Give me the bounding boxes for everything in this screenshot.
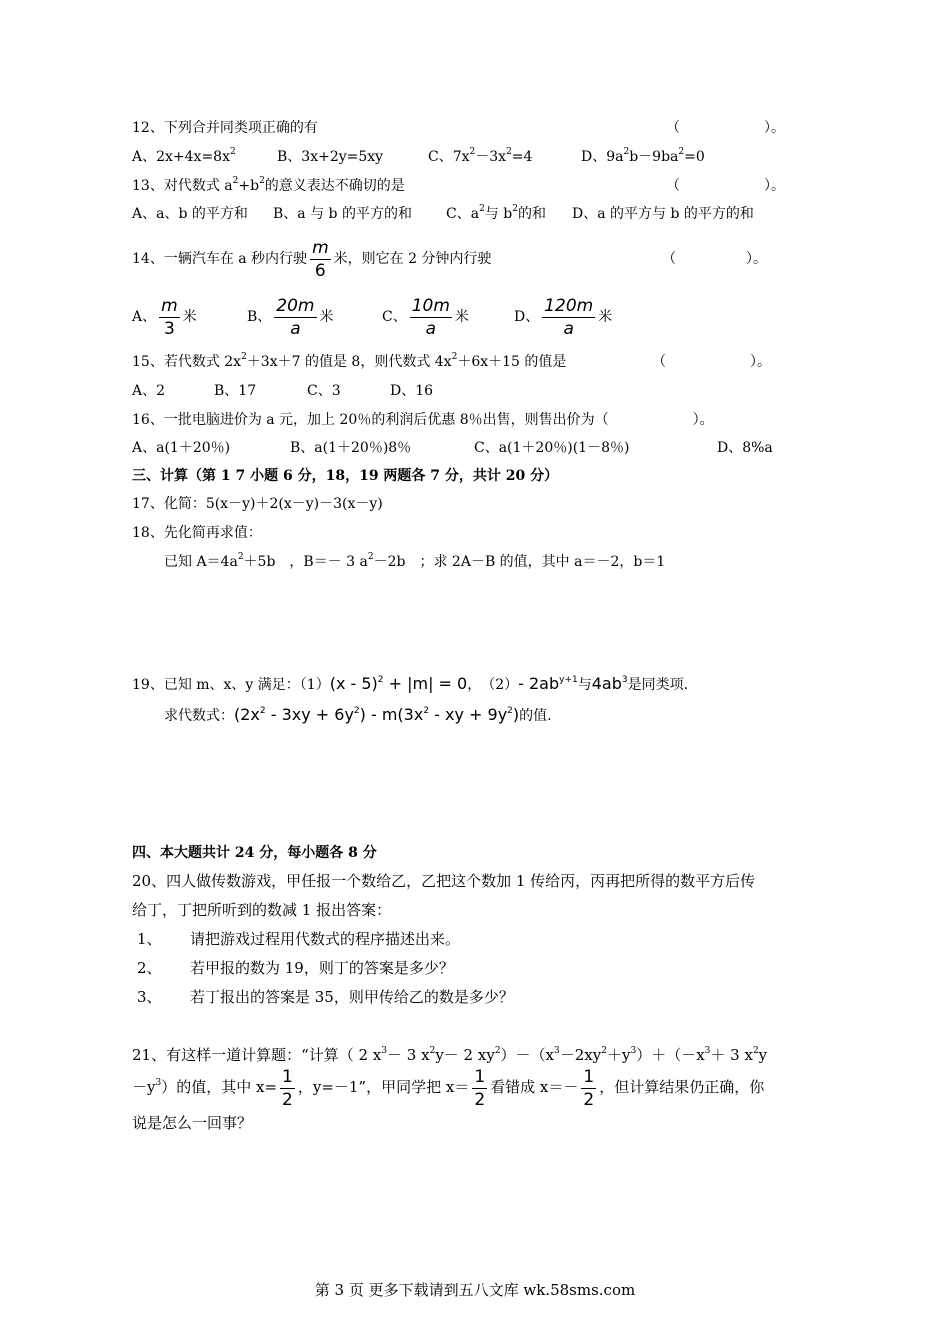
q13-answer-paren: （ ）。 <box>666 178 785 194</box>
q21-fraction-2: $\frac{1}{2}$ <box>474 1066 486 1110</box>
q12-answer-paren: （ ）。 <box>666 120 785 136</box>
section-3-heading: 三、计算（第 1 7 小题 6 分，18，19 两题各 7 分，共计 20 分） <box>132 468 559 484</box>
page-footer: 第 3 页 更多下载请到五八文库 wk.58sms.com <box>314 1281 636 1299</box>
q16-option-c: C、a(1＋20％)(1－8％) <box>474 440 630 456</box>
q19-condition-1: (x - 5)$^2$ + |m| = 0 <box>329 674 468 693</box>
q19-expression: $(2x^2 - 3xy + 6y^2) - m(3x^2$ - xy + $9y^2$) <box>234 705 520 724</box>
q12-option-d: D、$9a^2b-9ba^2=0$ <box>581 147 705 165</box>
q13-option-d: D、a 的平方与 b 的平方的和 <box>572 206 754 222</box>
q15-option-a: A、2 <box>132 383 166 399</box>
q20-line-1: 20、四人做传数游戏，甲任报一个数给乙，乙把这个数加 1 传给丙，丙再把所得的数平方后传 <box>132 872 756 890</box>
q15-answer-paren: （ ）。 <box>652 354 771 370</box>
q17-stem: 17、化简：5(x－y)＋2(x－y)－3(x－y) <box>132 496 383 512</box>
q16-stem: 16、一批电脑进价为 a 元，加上 20％的利润后优惠 8％出售，则售出价为（ ）。 <box>132 412 714 428</box>
q20-item-3-num: 3、 <box>137 988 162 1006</box>
q16-option-a: A、a(1＋20％) <box>132 440 231 456</box>
q15-option-b: B、17 <box>214 383 257 399</box>
q14-option-b: B、 $\frac{20m}{a}$ 米 <box>247 295 334 339</box>
q20-item-1-text: 请把游戏过程用代数式的程序描述出来。 <box>190 930 461 948</box>
q20-item-2-num: 2、 <box>137 959 162 977</box>
q12-stem: 12、下列合并同类项正确的有 <box>132 120 318 136</box>
q19-line-2: 求代数式：$(2x^2 - 3xy + 6y^2) - m(3x^2$ - xy + $9y^2$)的值. <box>164 705 552 724</box>
q18-body: 已知 $A=4a^2+5b$ ，B＝－ 3 $a^2-2b$ ；求 2A－B 的值，其中 a＝－2，b＝1 <box>164 552 666 570</box>
q21-line-2: $-y^3$）的值，其中 x= $\frac{1}{2}$ ，y=－1”，甲同学把 x＝ $\frac{1}{2}$ 看错成 x＝－ $\frac{1}{2}$ ，但计算结果仍正确，你 <box>132 1066 765 1110</box>
q14-fraction: $\frac{m}{6}$ <box>312 237 329 281</box>
section-4-heading: 四、本大题共计 24 分，每小题各 8 分 <box>132 845 377 861</box>
q15-option-d: D、16 <box>390 383 434 399</box>
q14-option-d: D、 $\frac{120m}{a}$ 米 <box>514 295 613 339</box>
q20-item-3-text: 若丁报出的答案是 35，则甲传给乙的数是多少？ <box>190 988 514 1006</box>
q21-fraction-3: $\frac{1}{2}$ <box>583 1066 595 1110</box>
q20-item-2-text: 若甲报的数为 19，则丁的答案是多少？ <box>190 959 454 977</box>
q12-option-c: C、$7x^2-3x^2=4$ <box>428 147 533 165</box>
q15-stem: 15、若代数式 $2x^2+3x+7$ 的值是 8，则代数式 $4x^2+6x+15$ 的值是 <box>132 352 567 370</box>
q16-option-b: B、a(1＋20％)8％ <box>290 440 412 456</box>
q13-option-b: B、a 与 b 的平方的和 <box>273 206 412 222</box>
q16-option-d: D、8%a <box>717 440 773 456</box>
q21-fraction-1: $\frac{1}{2}$ <box>282 1066 293 1110</box>
q12-option-a: A、$2x+4x=8x^2$ <box>132 147 236 165</box>
q18-stem: 18、先化简再求值： <box>132 525 262 541</box>
q20-line-2: 给丁，丁把所听到的数减 1 报出答案： <box>132 901 392 919</box>
q13-option-c: C、$a^2$与 $b^2$的和 <box>446 204 546 222</box>
q14-answer-paren: （ ）。 <box>662 251 767 267</box>
q20-item-1-num: 1、 <box>137 930 162 948</box>
q13-stem: 13、对代数式 $a^2+b^2$的意义表达不确切的是 <box>132 176 405 194</box>
q12-option-b: B、3x+2y=5xy <box>277 149 384 165</box>
q14-option-c: C、 $\frac{10m}{a}$ 米 <box>382 295 469 339</box>
q19-line-1: 19、已知 m、x、y 满足：（1）(x - 5)$^2$ + |m| = 0， （2）- $2ab^{y+1}$与$4ab^3$是同类项. <box>132 674 689 693</box>
q14-option-a: A、 $\frac{m}{3}$ 米 <box>132 295 197 339</box>
q15-option-c: C、3 <box>307 383 341 399</box>
q14-stem: 14、一辆汽车在 a 秒内行驶 $\frac{m}{6}$ 米，则它在 2 分钟内行驶 <box>132 237 492 281</box>
q21-line-1: 21、有这样一道计算题：“计算（ 2 $x^3- 3$ $x^2y- 2$ $xy^2)-(x^3-2xy^2+y^3)+(-x^3+ 3$ $x^2y$ <box>132 1046 768 1064</box>
q19-condition-2: - $2ab^{y+1}$ <box>518 674 578 693</box>
q13-option-a: A、a、b 的平方和 <box>132 206 248 222</box>
q21-line-3: 说是怎么一回事？ <box>132 1114 253 1132</box>
